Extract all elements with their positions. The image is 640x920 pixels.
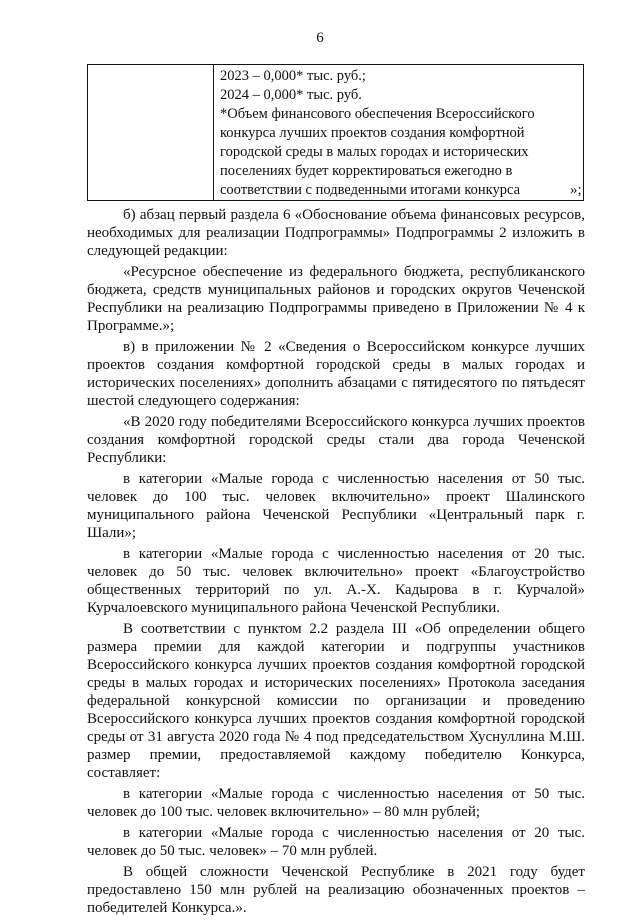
document-body (87, 206, 585, 920)
page-number: 6 (316, 30, 324, 46)
table-line: поселениях будет корректироваться ежегодно в (220, 163, 513, 179)
paragraph-category-50-100: в категории «Малые города с численностью населения от 50 тыс. человек до 100 тыс. человек включительно» проект Шалинского муниципального района Чеченской Республики «Центральный парк г. Шали»; (87, 471, 585, 541)
paragraph-winners-2020: «В 2020 году победителями Всероссийского конкурса лучших проектов создания комфортной городской среды стали два города Чеченской Республики: (87, 414, 585, 466)
table-left-cell (88, 65, 214, 201)
paragraph-b: б) абзац первый раздела 6 «Обоснование объема финансовых ресурсов, необходимых для реализации Подпрограммы» Подпрограммы 2 изложить в следующей редакции: (87, 207, 585, 259)
paragraph-protocol: В соответствии с пунктом 2.2 раздела III «Об определении общего размера премии для каждой категории и подгруппы участников Всероссийского конкурса лучших проектов создания комфортной городской среды в малых городах и исторических поселениях» Протокола заседания федеральной конкурсной комиссии по организации и проведению Всероссийского конкурса лучших проектов создания комфортной городской среды от 31 августа 2020 года № 4 под председательством Хуснуллина М.Ш. размер премии, предоставляемой каждому победителю Конкурса, составляет: (87, 621, 585, 781)
table-row (88, 65, 584, 201)
table-line: конкурса лучших проектов создания комфортной (220, 125, 525, 141)
table-line: городской среды в малых городах и исторических (220, 144, 529, 160)
paragraph-total-150: В общей сложности Чеченской Республике в 2021 году будет предоставлено 150 млн рублей на реализацию обозначенных проектов – победителей Конкурса.». (87, 864, 585, 916)
table-line: соответствии с подведенными итогами конкурса (220, 182, 521, 198)
table-right-cell (214, 65, 584, 201)
paragraph-prize-80: в категории «Малые города с численностью населения от 50 тыс. человек до 100 тыс. человек включительно» – 80 млн рублей; (87, 786, 585, 820)
funding-table (87, 64, 584, 201)
table-line: 2023 – 0,000* тыс. руб.; (220, 68, 366, 84)
table-line: 2024 – 0,000* тыс. руб. (220, 87, 362, 103)
table-line: *Объем финансового обеспечения Всероссийского (220, 106, 535, 122)
paragraph-category-20-50: в категории «Малые города с численностью населения от 20 тыс. человек до 50 тыс. человек включительно» проект «Благоустройство общественных территорий по ул. А.-Х. Кадырова в г. Курчалой» Курчалоевского муниципального района Чеченской Республики. (87, 546, 585, 616)
paragraph-resource-quote: «Ресурсное обеспечение из федерального бюджета, республиканского бюджета, средств муниципальных районов и городских округов Чеченской Республики на реализацию Подпрограммы приведено в Приложении № 4 к Программе.»; (87, 264, 585, 334)
table-closing-quote: »; (570, 182, 582, 198)
paragraph-prize-70: в категории «Малые города с численностью населения от 20 тыс. человек до 50 тыс. человек» – 70 млн рублей. (87, 825, 585, 859)
paragraph-v: в) в приложении № 2 «Сведения о Всероссийском конкурсе лучших проектов создания комфортной городской среды в малых городах и исторических поселениях» дополнить абзацами с пятидесятого по пятьдесят шестой следующего содержания: (87, 339, 585, 409)
